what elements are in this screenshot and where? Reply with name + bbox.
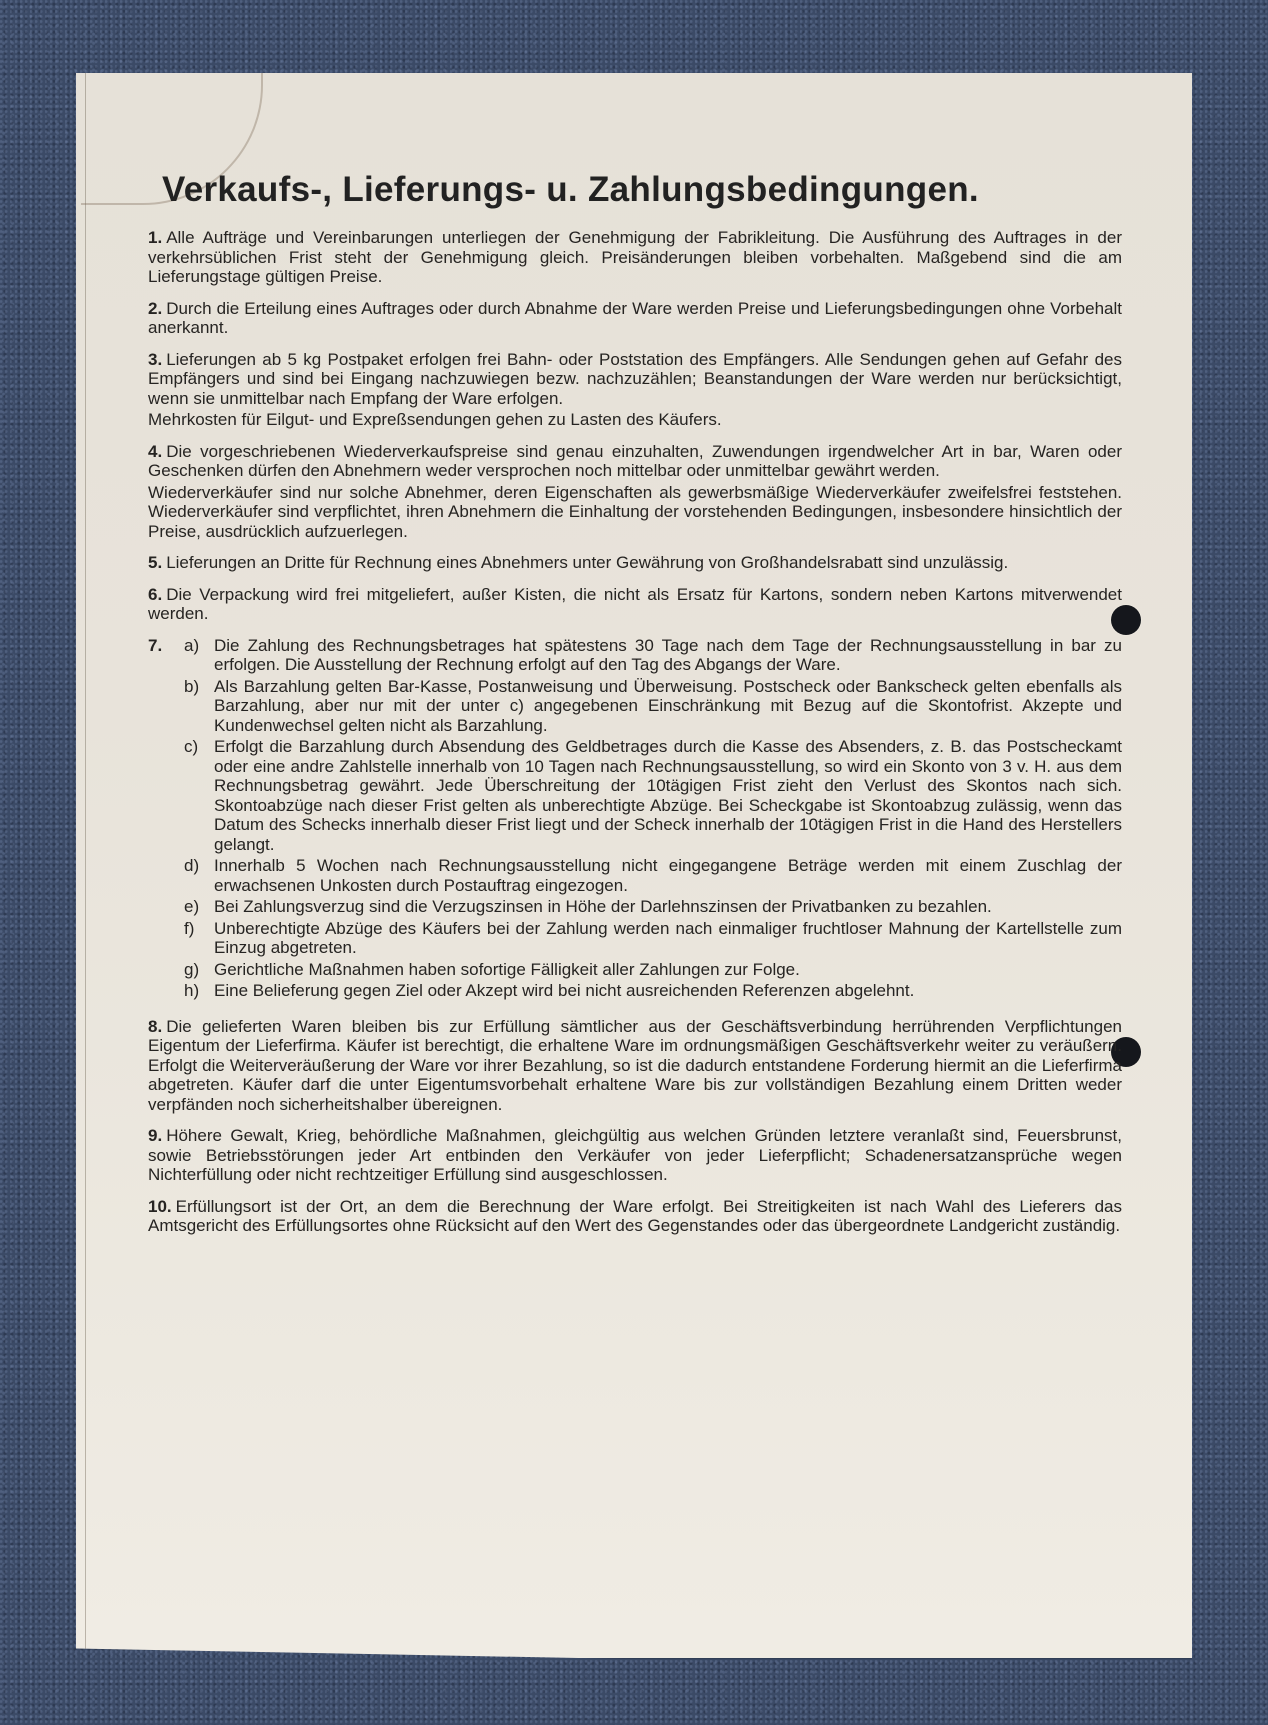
subclause-letter: a) [184,635,200,655]
clause-4 [148,442,1122,542]
clause-2 [148,299,1122,338]
clause-7 [148,636,1122,1003]
subclause-text: Eine Belieferung gegen Ziel oder Akzept wird bei nicht ausreichenden Referenzen abgelehnt. [214,981,915,1000]
subclause-text: Bei Zahlungsverzug sind die Verzugszinsen in Höhe der Darlehnszinsen der Privatbanken zu bezahlen. [214,897,992,916]
clause-number: 2. [148,298,163,318]
subclause-list [182,636,1122,1003]
clause-number: 10. [148,1196,172,1216]
paper-fold-line [85,73,86,1658]
subclause-text: Gerichtliche Maßnahmen haben sofortige Fälligkeit aller Zahlungen zur Folge. [214,959,800,979]
clause-number: 5. [148,553,163,572]
clause-text: Wiederverkäufer sind nur solche Abnehmer, deren Eigenschaften als gewerbsmäßige Wiederverkäufer zweifelsfrei feststehen. Wiederverkäufer sind verpflichtet, ihren Abnehmern die Einhaltung der vorstehenden Bedingungen, insbesondere hinsichtlich der Preise, ausdrücklich aufzuerlegen. [148,482,1122,541]
subclause-letter: d) [184,856,200,875]
subclause-f [182,919,1122,958]
clause-text: Mehrkosten für Eilgut- und Expreßsendungen gehen zu Lasten des Käufers. [148,410,722,429]
clause-number: 3. [148,349,163,369]
clause-number: 8. [148,1016,163,1036]
subclause-text: Erfolgt die Barzahlung durch Absendung des Geldbetrages durch die Kasse des Absenders, z. B. das Postscheckamt oder eine andre Zahlstelle innerhalb von 10 Tagen nach Rechnungsausstellung, so wird ein Skonto von 3 v. H. aus dem Rechnungsbetrag gewährt. Jede Überschreitung der 10tägigen Frist zieht den Verlust des Skontos nach sich. Skontoabzüge nach dieser Frist gelten als unberechtigte Abzüge. Bei Scheckgabe ist Skontoabzug zulässig, wenn das Datum des Schecks innerhalb dieser Frist liegt und der Scheck innerhalb der 10tägigen Frist in die Hand des Herstellers gelangt. [214,737,1122,854]
subclause-g [182,960,1122,980]
clause-9 [148,1126,1122,1185]
clause-text: Die gelieferten Waren bleiben bis zur Erfüllung sämtlicher aus der Geschäftsverbindung herrührenden Verpflichtungen Eigentum der Lieferfirma. Käufer ist berechtigt, die erhaltene Ware im ordnungsmäßigen Geschäftsverkehr weiter zu veräußern. Erfolgt die Weiterveräußerung der Ware vor ihrer Bezahlung, so ist die dadurch entstandene Forderung hiermit an die Lieferfirma abgetreten. Käufer darf die unter Eigentumsvorbehalt erhaltene Ware bis zur vollständigen Bezahlung einem Dritten weder verpfänden noch sicherheitshalber übereignen. [148,1016,1122,1114]
subclause-d [182,856,1122,895]
subclause-text: Als Barzahlung gelten Bar-Kasse, Postanweisung und Überweisung. Postscheck oder Bankscheck gelten ebenfalls als Barzahlung, aber nur mit der unter c) angegebenen Einschränkung mit Bezug auf die Skontofrist. Akzepte und Kundenwechsel gelten nicht als Barzahlung. [214,676,1122,735]
subclause-h [182,981,1122,1001]
clause-10 [148,1197,1122,1236]
subclause-letter: h) [184,981,200,1000]
subclause-a [182,636,1122,675]
clause-number: 9. [148,1126,163,1145]
clause-6 [148,585,1122,624]
subclause-text: Innerhalb 5 Wochen nach Rechnungsausstellung nicht eingegangene Beträge werden mit einem Zuschlag der erwachsenen Unkosten durch Postauftrag eingezogen. [214,856,1122,895]
subclause-text: Unberechtigte Abzüge des Käufers bei der Zahlung werden nach einmaliger fruchtloser Mahnung der Kartellstelle zum Einzug abgetreten. [214,918,1122,957]
clause-text: Höhere Gewalt, Krieg, behördliche Maßnahmen, gleichgültig aus welchen Gründen letztere veranlaßt sind, Feuersbrunst, sowie Betriebsstörungen jeder Art entbinden den Verkäufer von jeder Lieferpflicht; Schadenersatzansprüche wegen Nichterfüllung oder nicht rechtzeitiger Erfüllung sind ausgeschlossen. [148,1126,1122,1184]
terms-document [148,170,1122,1248]
clause-number: 1. [148,228,163,247]
clause-text: Alle Aufträge und Vereinbarungen unterliegen der Genehmigung der Fabrikleitung. Die Ausführung des Auftrages in der verkehrsüblichen Frist steht der Genehmigung gleich. Preisänderungen bleiben vorbehalten. Maßgebend sind die am Lieferungstage gültigen Preise. [148,228,1122,286]
clause-number: 6. [148,584,163,604]
clause-5 [148,553,1122,573]
clause-number: 4. [148,441,163,461]
subclause-letter: e) [184,897,200,916]
document-title: Verkaufs-, Lieferungs- u. Zahlungsbedingungen. [162,170,979,209]
clause-3 [148,350,1122,430]
clause-1 [148,228,1122,287]
clause-text: Lieferungen an Dritte für Rechnung eines Abnehmers unter Gewährung von Großhandelsrabatt sind unzulässig. [166,553,1009,572]
clause-text: Erfüllungsort ist der Ort, an dem die Berechnung der Ware erfolgt. Bei Streitigkeiten ist nach Wahl des Lieferers das Amtsgericht des Erfüllungsortes ohne Rücksicht auf den Wert des Gegenstandes oder das übergeordnete Landgericht zuständig. [148,1196,1122,1235]
clause-text: Die vorgeschriebenen Wiederverkaufspreise sind genau einzuhalten, Zuwendungen irgendwelcher Art in bar, Waren oder Geschenken dürfen den Abnehmern weder versprochen noch mittelbar oder unmittelbar gewährt werden. [148,441,1122,480]
subclause-text: Die Zahlung des Rechnungsbetrages hat spätestens 30 Tage nach dem Tage der Rechnungsausstellung in bar zu erfolgen. Die Ausstellung der Rechnung erfolgt auf den Tag des Abgangs der Ware. [214,635,1122,674]
subclause-letter: b) [184,676,200,696]
clause-text: Lieferungen ab 5 kg Postpaket erfolgen frei Bahn- oder Poststation des Empfängers. Alle Sendungen gehen auf Gefahr des Empfängers und sind bei Eingang nachzuwiegen bezw. nachzuzählen; Beanstandungen der Ware werden nur berücksichtigt, wenn sie unmittelbar nach Empfang der Ware erfolgen. [148,349,1122,408]
subclause-c [182,737,1122,854]
clause-8 [148,1017,1122,1115]
subclause-b [182,677,1122,736]
subclause-e [182,897,1122,917]
clause-text: Die Verpackung wird frei mitgeliefert, außer Kisten, die nicht als Ersatz für Kartons, sondern neben Kartons mitverwendet werden. [148,584,1122,623]
clause-number: 7. [148,635,163,655]
subclause-letter: g) [184,959,200,979]
subclause-letter: c) [184,737,199,756]
clause-text: Durch die Erteilung eines Auftrages oder durch Abnahme der Ware werden Preise und Lieferungsbedingungen ohne Vorbehalt anerkannt. [148,298,1122,337]
subclause-letter: f) [184,918,195,938]
